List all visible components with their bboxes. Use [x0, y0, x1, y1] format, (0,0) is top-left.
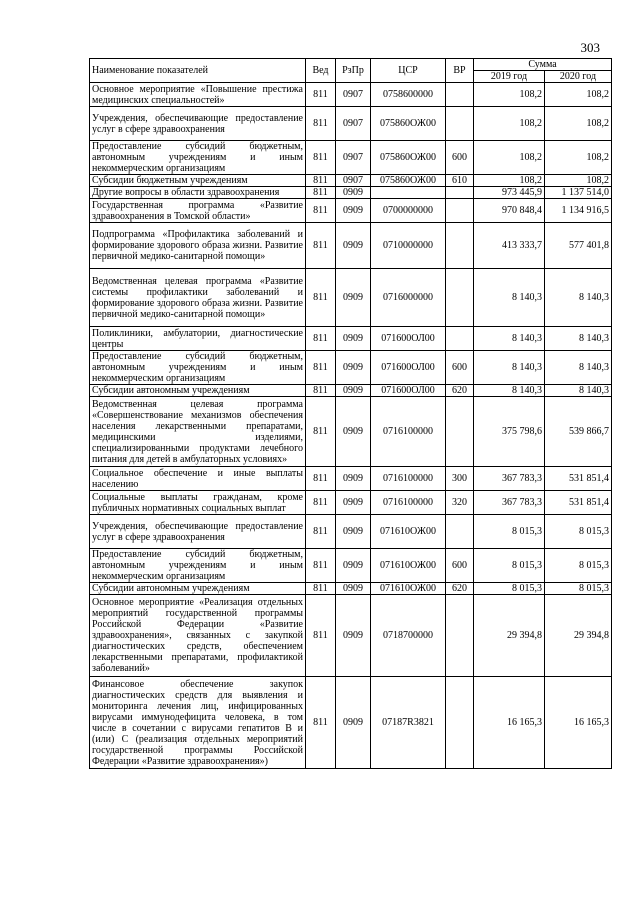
table-row: [90, 549, 612, 583]
row-rzpr-cell: 0907: [336, 175, 371, 187]
table-row: [90, 107, 612, 141]
row-name-cell: Предоставление субсидий бюджетным, автономным учреждениям и иным некоммерческим организациям: [90, 549, 306, 583]
row-ved-cell: 811: [306, 187, 336, 199]
row-2020-cell: 531 851,4: [545, 467, 612, 491]
row-2020-cell: 531 851,4: [545, 491, 612, 515]
row-rzpr-cell: 0907: [336, 83, 371, 107]
row-2019-cell: 8 140,3: [474, 351, 545, 385]
row-rzpr-cell: 0909: [336, 223, 371, 269]
row-ved-cell: 811: [306, 223, 336, 269]
row-2020-cell: 8 140,3: [545, 327, 612, 351]
row-vr-cell: [446, 187, 474, 199]
row-csr-cell: 071610ОЖ00: [371, 549, 446, 583]
row-2020-cell: 8 140,3: [545, 385, 612, 397]
row-rzpr-cell: 0909: [336, 269, 371, 327]
table-row: [90, 385, 612, 397]
row-csr-cell: 0716100000: [371, 491, 446, 515]
header-name: Наименование показателей: [90, 59, 306, 83]
row-2020-cell: 16 165,3: [545, 677, 612, 769]
table-header: [90, 59, 612, 83]
row-2019-cell: 8 140,3: [474, 327, 545, 351]
row-vr-cell: [446, 327, 474, 351]
row-name-cell: Основное мероприятие «Реализация отдельных мероприятий государственной программы Российской Федерации «Развитие здравоохранения», связанных с закупкой диагностических средств, обеспечением лекарственными препаратами, профилактикой заболеваний»: [90, 595, 306, 677]
row-2019-cell: 367 783,3: [474, 491, 545, 515]
row-2020-cell: 108,2: [545, 107, 612, 141]
row-vr-cell: [446, 515, 474, 549]
row-2019-cell: 970 848,4: [474, 199, 545, 223]
row-ved-cell: 811: [306, 199, 336, 223]
row-ved-cell: 811: [306, 327, 336, 351]
header-csr: ЦСР: [371, 59, 446, 83]
table-row: [90, 515, 612, 549]
row-2020-cell: 108,2: [545, 175, 612, 187]
row-csr-cell: 0700000000: [371, 199, 446, 223]
table-row: [90, 595, 612, 677]
row-2019-cell: 375 798,6: [474, 397, 545, 467]
row-csr-cell: 071600ОЛ00: [371, 327, 446, 351]
row-ved-cell: 811: [306, 549, 336, 583]
row-2020-cell: 577 401,8: [545, 223, 612, 269]
row-vr-cell: 600: [446, 141, 474, 175]
row-vr-cell: [446, 223, 474, 269]
row-name-cell: Учреждения, обеспечивающие предоставление услуг в сфере здравоохранения: [90, 515, 306, 549]
row-2019-cell: 973 445,9: [474, 187, 545, 199]
row-vr-cell: [446, 83, 474, 107]
row-csr-cell: 0716000000: [371, 269, 446, 327]
row-2019-cell: 108,2: [474, 141, 545, 175]
row-2020-cell: 8 140,3: [545, 351, 612, 385]
row-ved-cell: 811: [306, 385, 336, 397]
row-2019-cell: 8 140,3: [474, 269, 545, 327]
row-rzpr-cell: 0909: [336, 467, 371, 491]
row-name-cell: Субсидии автономным учреждениям: [90, 385, 306, 397]
row-name-cell: Другие вопросы в области здравоохранения: [90, 187, 306, 199]
table-row: [90, 491, 612, 515]
header-year-2020: 2020 год: [545, 71, 612, 83]
row-2019-cell: 8 015,3: [474, 549, 545, 583]
row-vr-cell: 600: [446, 549, 474, 583]
table-row: [90, 83, 612, 107]
row-2020-cell: 1 134 916,5: [545, 199, 612, 223]
row-csr-cell: 071610ОЖ00: [371, 515, 446, 549]
row-ved-cell: 811: [306, 83, 336, 107]
row-2020-cell: 29 394,8: [545, 595, 612, 677]
row-ved-cell: 811: [306, 491, 336, 515]
header-ved: Вед: [306, 59, 336, 83]
row-2020-cell: 1 137 514,0: [545, 187, 612, 199]
row-csr-cell: 071600ОЛ00: [371, 385, 446, 397]
row-csr-cell: 075860ОЖ00: [371, 107, 446, 141]
row-vr-cell: [446, 677, 474, 769]
row-ved-cell: 811: [306, 467, 336, 491]
row-name-cell: Подпрограмма «Профилактика заболеваний и формирование здорового образа жизни. Развитие первичной медико-санитарной помощи»: [90, 223, 306, 269]
row-vr-cell: [446, 269, 474, 327]
row-2019-cell: 8 015,3: [474, 583, 545, 595]
row-ved-cell: 811: [306, 141, 336, 175]
row-2019-cell: 367 783,3: [474, 467, 545, 491]
row-vr-cell: 610: [446, 175, 474, 187]
row-2020-cell: 108,2: [545, 141, 612, 175]
row-vr-cell: [446, 107, 474, 141]
row-ved-cell: 811: [306, 175, 336, 187]
row-csr-cell: 0716100000: [371, 397, 446, 467]
row-2019-cell: 8 015,3: [474, 515, 545, 549]
row-2019-cell: 108,2: [474, 107, 545, 141]
row-rzpr-cell: 0909: [336, 515, 371, 549]
row-name-cell: Ведомственная целевая программа «Совершенствование механизмов обеспечения населения лекарственными препаратами, медицинскими изделиями, специализированными продуктами лечебного питания для детей в амбулаторных условиях»: [90, 397, 306, 467]
row-2019-cell: 16 165,3: [474, 677, 545, 769]
row-ved-cell: 811: [306, 351, 336, 385]
row-csr-cell: 0758600000: [371, 83, 446, 107]
table-row: [90, 677, 612, 769]
row-rzpr-cell: 0909: [336, 199, 371, 223]
row-name-cell: Основное мероприятие «Повышение престижа медицинских специальностей»: [90, 83, 306, 107]
row-ved-cell: 811: [306, 583, 336, 595]
row-ved-cell: 811: [306, 595, 336, 677]
row-name-cell: Социальное обеспечение и иные выплаты населению: [90, 467, 306, 491]
row-name-cell: Предоставление субсидий бюджетным, автономным учреждениям и иным некоммерческим организациям: [90, 351, 306, 385]
row-rzpr-cell: 0907: [336, 141, 371, 175]
row-rzpr-cell: 0909: [336, 595, 371, 677]
table-row: [90, 269, 612, 327]
row-vr-cell: 600: [446, 351, 474, 385]
table-row: [90, 223, 612, 269]
table-row: [90, 467, 612, 491]
header-sum: Сумма: [474, 59, 612, 71]
table-row: [90, 397, 612, 467]
row-vr-cell: 300: [446, 467, 474, 491]
row-rzpr-cell: 0909: [336, 327, 371, 351]
row-2019-cell: 108,2: [474, 175, 545, 187]
row-vr-cell: [446, 199, 474, 223]
row-2020-cell: 8 015,3: [545, 549, 612, 583]
row-rzpr-cell: 0909: [336, 549, 371, 583]
table-row: [90, 199, 612, 223]
row-2019-cell: 413 333,7: [474, 223, 545, 269]
row-2020-cell: 108,2: [545, 83, 612, 107]
table-row: [90, 141, 612, 175]
row-2019-cell: 108,2: [474, 83, 545, 107]
row-csr-cell: 075860ОЖ00: [371, 175, 446, 187]
row-ved-cell: 811: [306, 397, 336, 467]
row-ved-cell: 811: [306, 515, 336, 549]
table-body: [90, 83, 612, 769]
row-csr-cell: 0718700000: [371, 595, 446, 677]
row-csr-cell: 0710000000: [371, 223, 446, 269]
row-ved-cell: 811: [306, 677, 336, 769]
row-rzpr-cell: 0909: [336, 583, 371, 595]
row-2020-cell: 8 140,3: [545, 269, 612, 327]
row-rzpr-cell: 0909: [336, 385, 371, 397]
row-vr-cell: 320: [446, 491, 474, 515]
row-rzpr-cell: 0909: [336, 677, 371, 769]
row-2020-cell: 539 866,7: [545, 397, 612, 467]
row-csr-cell: 0716100000: [371, 467, 446, 491]
row-name-cell: Субсидии бюджетным учреждениям: [90, 175, 306, 187]
row-2020-cell: 8 015,3: [545, 515, 612, 549]
row-rzpr-cell: 0909: [336, 351, 371, 385]
row-vr-cell: 620: [446, 583, 474, 595]
row-2020-cell: 8 015,3: [545, 583, 612, 595]
row-csr-cell: 075860ОЖ00: [371, 141, 446, 175]
row-vr-cell: [446, 595, 474, 677]
row-name-cell: Поликлиники, амбулатории, диагностические центры: [90, 327, 306, 351]
row-vr-cell: [446, 397, 474, 467]
table-row: [90, 175, 612, 187]
row-name-cell: Государственная программа «Развитие здравоохранения в Томской области»: [90, 199, 306, 223]
budget-table: [89, 58, 612, 769]
header-vr: ВР: [446, 59, 474, 83]
row-name-cell: Социальные выплаты гражданам, кроме публичных нормативных социальных выплат: [90, 491, 306, 515]
row-2019-cell: 29 394,8: [474, 595, 545, 677]
row-csr-cell: 071610ОЖ00: [371, 583, 446, 595]
row-name-cell: Финансовое обеспечение закупок диагностических средств для выявления и мониторинга лечения лиц, инфицированных вирусами иммунодефицита человека, в том числе в сочетании с вирусами гепатитов B и (или) C (реализация отдельных мероприятий государственной программы Российской Федерации «Развитие здравоохранения»): [90, 677, 306, 769]
table-row: [90, 583, 612, 595]
row-name-cell: Предоставление субсидий бюджетным, автономным учреждениям и иным некоммерческим организациям: [90, 141, 306, 175]
table-row: [90, 187, 612, 199]
row-vr-cell: 620: [446, 385, 474, 397]
row-name-cell: Учреждения, обеспечивающие предоставление услуг в сфере здравоохранения: [90, 107, 306, 141]
row-csr-cell: 07187R3821: [371, 677, 446, 769]
header-year-2019: 2019 год: [474, 71, 545, 83]
row-ved-cell: 811: [306, 107, 336, 141]
row-rzpr-cell: 0909: [336, 491, 371, 515]
table-row: [90, 351, 612, 385]
row-rzpr-cell: 0909: [336, 397, 371, 467]
row-ved-cell: 811: [306, 269, 336, 327]
row-csr-cell: [371, 187, 446, 199]
row-rzpr-cell: 0907: [336, 107, 371, 141]
row-2019-cell: 8 140,3: [474, 385, 545, 397]
row-name-cell: Ведомственная целевая программа «Развитие системы профилактики заболеваний и формирование здорового образа жизни. Развитие первичной медико-санитарной помощи»: [90, 269, 306, 327]
row-csr-cell: 071600ОЛ00: [371, 351, 446, 385]
row-rzpr-cell: 0909: [336, 187, 371, 199]
page-number: 303: [580, 40, 600, 55]
table-row: [90, 327, 612, 351]
row-name-cell: Субсидии автономным учреждениям: [90, 583, 306, 595]
header-rzpr: РзПр: [336, 59, 371, 83]
